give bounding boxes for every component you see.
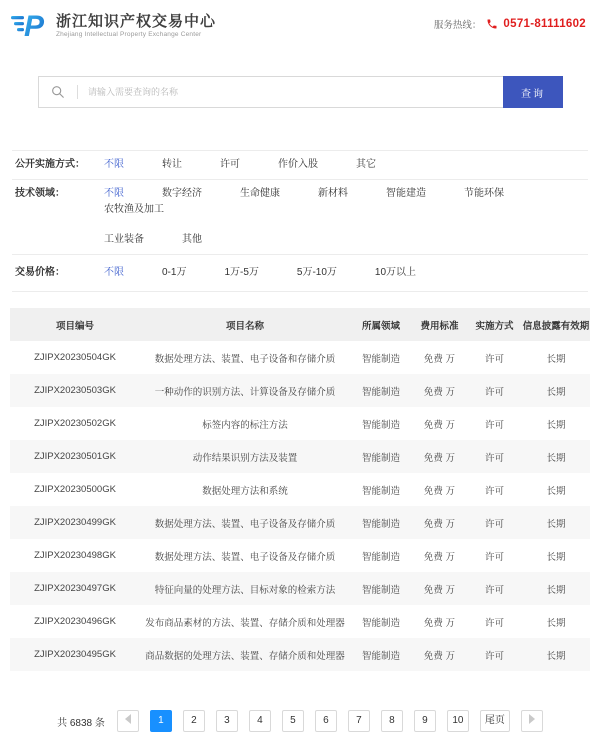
brand-text [56,13,216,38]
results-table [10,308,590,671]
project-name[interactable]: 数据处理方法和系统 [202,485,288,497]
project-fee: 免费 万 [423,386,456,398]
filter-label: 公开实施方式： [15,159,85,170]
project-method: 许可 [484,650,504,662]
table-row[interactable] [10,440,590,473]
project-field: 智能制造 [361,419,400,431]
table-row[interactable] [10,407,590,440]
total-count: 共 6838 条 [57,717,105,729]
page-button-5[interactable]: 5 [282,710,304,732]
brand[interactable] [10,9,216,41]
project-method: 许可 [484,584,504,596]
filter-option-others[interactable]: 其他 [182,234,202,245]
project-fee: 免费 万 [423,518,456,530]
filter-option-digital-economy[interactable]: 数字经济 [162,188,202,199]
hotline-label: 服务热线： [433,20,482,31]
page-button-1[interactable]: 1 [150,710,172,732]
search-box[interactable] [38,76,503,108]
project-fee: 免费 万 [423,419,456,431]
column-header-fee: 费用标准 [420,320,459,332]
project-validity: 长期 [546,650,566,662]
filter-row-tech-field [12,180,588,255]
project-method: 许可 [484,353,504,365]
project-fee: 免费 万 [423,452,456,464]
project-method: 许可 [484,419,504,431]
project-validity: 长期 [546,452,566,464]
project-field: 智能制造 [361,650,400,662]
filter-option-license[interactable]: 许可 [220,159,240,170]
filter-option-life-health[interactable]: 生命健康 [240,188,280,199]
filter-option-agriculture[interactable]: 农牧渔及加工 [104,204,164,215]
filter-panel [12,150,588,292]
project-field: 智能制造 [361,485,400,497]
project-validity: 长期 [546,419,566,431]
project-field: 智能制造 [361,452,400,464]
project-method: 许可 [484,551,504,563]
project-id: ZJIPX20230499GK [34,517,116,528]
table-row[interactable] [10,506,590,539]
project-id: ZJIPX20230503GK [34,385,116,396]
project-field: 智能制造 [361,617,400,629]
project-id: ZJIPX20230500GK [34,484,116,495]
page-button-6[interactable]: 6 [315,710,337,732]
table-header-row [10,308,590,341]
project-fee: 免费 万 [423,551,456,563]
search-icon [51,85,65,99]
filter-option-transfer[interactable]: 转让 [162,159,182,170]
page-button-7[interactable]: 7 [348,710,370,732]
page-button-8[interactable]: 8 [381,710,403,732]
page-header [0,0,600,50]
logo-letter: P [24,10,45,41]
project-name[interactable]: 数据处理方法、装置、电子设备及存储介质 [154,551,336,563]
project-method: 许可 [484,386,504,398]
project-validity: 长期 [546,485,566,497]
filter-option-energy-saving[interactable]: 节能环保 [464,188,504,199]
filter-option-equity[interactable]: 作价入股 [278,159,318,170]
column-header-field: 所属领域 [361,320,400,332]
site-title: 浙江知识产权交易中心 [56,12,217,30]
phone-icon [486,18,498,30]
project-validity: 长期 [546,353,566,365]
table-row[interactable] [10,374,590,407]
project-method: 许可 [484,518,504,530]
project-validity: 长期 [546,584,566,596]
project-name[interactable]: 发布商品素材的方法、装置、存储介质和处理器 [145,617,345,629]
service-hotline [434,17,586,31]
next-arrow-icon [529,714,535,724]
project-id: ZJIPX20230497GK [34,583,116,594]
table-row[interactable] [10,473,590,506]
project-fee: 免费 万 [423,353,456,365]
project-method: 许可 [484,485,504,497]
project-field: 智能制造 [361,551,400,563]
page-button-9[interactable]: 9 [414,710,436,732]
column-header-method: 实施方式 [475,320,514,332]
page-button-10[interactable]: 10 [447,710,469,732]
column-header-project-name: 项目名称 [225,320,264,332]
project-method: 许可 [484,452,504,464]
filter-option-0-10k[interactable]: 0-1万 [162,267,187,278]
page-button-2[interactable]: 2 [183,710,205,732]
logo-icon [10,9,50,41]
project-id: ZJIPX20230502GK [34,418,116,429]
page-button-3[interactable]: 3 [216,710,238,732]
filter-option-over-100k[interactable]: 10万以上 [374,267,417,278]
table-row[interactable] [10,539,590,572]
project-method: 许可 [484,617,504,629]
filter-option-smart-construction[interactable]: 智能建造 [386,188,426,199]
prev-arrow-icon [125,714,131,724]
next-page-button[interactable] [521,710,543,732]
search-button[interactable]: 查询 [503,76,563,108]
project-fee: 免费 万 [423,617,456,629]
hotline-number[interactable]: 0571-81111602 [503,18,586,30]
column-header-project-id: 项目编号 [55,320,94,332]
project-validity: 长期 [546,617,566,629]
filter-row-price [12,255,588,292]
project-id: ZJIPX20230501GK [34,451,116,462]
project-fee: 免费 万 [423,584,456,596]
project-id: ZJIPX20230495GK [34,649,116,660]
filter-option-unlimited[interactable]: 不限 [104,188,124,199]
project-name[interactable]: 特征向量的处理方法、目标对象的检索方法 [154,584,336,596]
project-name[interactable]: 数据处理方法、装置、电子设备和存储介质 [154,353,336,365]
table-row[interactable] [10,605,590,638]
filter-option-unlimited[interactable]: 不限 [104,159,124,170]
search-separator [77,85,78,99]
project-name[interactable]: 动作结果识别方法及装置 [192,452,298,464]
last-page-button[interactable]: 尾页 [480,710,510,732]
table-row[interactable] [10,572,590,605]
project-name[interactable]: 商品数据的处理方法、装置、存储介质和处理器 [145,650,345,662]
filter-option-50k-100k[interactable]: 5万-10万 [296,267,337,278]
filter-option-new-materials[interactable]: 新材料 [318,188,348,199]
filter-row-implementation [12,151,588,180]
project-field: 智能制造 [361,353,400,365]
project-name[interactable]: 一种动作的识别方法、计算设备及存储介质 [154,386,336,398]
project-validity: 长期 [546,386,566,398]
table-row[interactable] [10,638,590,671]
project-field: 智能制造 [361,386,400,398]
site-subtitle: Zhejiang Intellectual Property Exchange Center [56,30,202,38]
prev-page-button[interactable] [117,710,139,732]
project-id: ZJIPX20230504GK [34,352,116,363]
column-header-validity: 信息披露有效期 [522,320,590,332]
project-fee: 免费 万 [423,650,456,662]
filter-label: 交易价格： [15,267,65,278]
project-name[interactable]: 标签内容的标注方法 [202,419,288,431]
project-name[interactable]: 数据处理方法、装置、电子设备及存储介质 [154,518,336,530]
filter-option-other[interactable]: 其它 [356,159,376,170]
project-id: ZJIPX20230496GK [34,616,116,627]
project-validity: 长期 [546,518,566,530]
filter-option-10k-50k[interactable]: 1万-5万 [224,267,259,278]
project-validity: 长期 [546,551,566,563]
filter-option-unlimited[interactable]: 不限 [104,267,124,278]
project-field: 智能制造 [361,584,400,596]
page-button-4[interactable]: 4 [249,710,271,732]
table-row[interactable] [10,341,590,374]
project-fee: 免费 万 [423,485,456,497]
project-field: 智能制造 [361,518,400,530]
filter-label: 技术领域： [15,188,65,199]
pagination [0,710,600,732]
filter-option-industrial-equipment[interactable]: 工业装备 [104,234,144,245]
project-id: ZJIPX20230498GK [34,550,116,561]
search-bar [38,76,563,108]
search-input[interactable] [88,87,503,97]
